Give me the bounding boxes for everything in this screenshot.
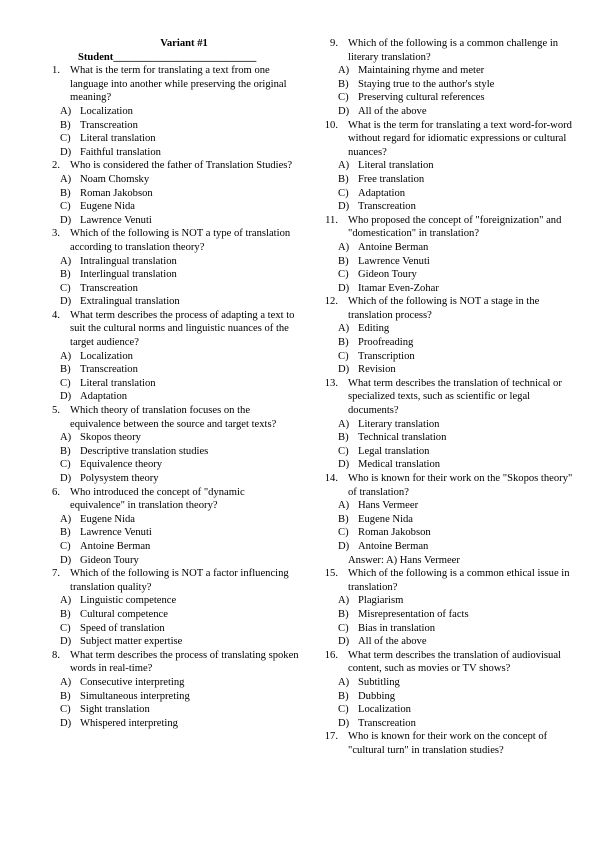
option-text: Subtitling <box>358 676 400 688</box>
answer-option <box>338 363 580 377</box>
option-text: Literal translation <box>358 160 434 172</box>
option-letter: C) <box>60 377 71 389</box>
question-text: Which of the following is NOT a type of translation according to translation theory? <box>70 228 291 253</box>
answer-options <box>318 159 580 213</box>
answer-option <box>338 200 580 214</box>
question-number: 3. <box>52 228 60 240</box>
option-text: Adaptation <box>358 187 406 199</box>
answer-option <box>60 608 302 622</box>
option-text: Noam Chomsky <box>80 173 150 185</box>
answer-option <box>60 363 302 377</box>
option-text: Adaptation <box>80 391 128 403</box>
answer-option <box>60 132 302 146</box>
answer-option <box>338 78 580 92</box>
option-letter: D) <box>338 364 350 376</box>
student-name-line: Student___________________________ <box>78 51 257 63</box>
question-text: Which of the following is NOT a stage in the translation process? <box>348 296 540 321</box>
question <box>40 404 302 431</box>
option-text: Itamar Even-Zohar <box>358 282 439 294</box>
option-text: Transcreation <box>80 364 138 376</box>
answer-option <box>60 554 302 568</box>
question-number: 8. <box>52 649 60 661</box>
option-letter: D) <box>60 214 72 226</box>
answer-option <box>338 350 580 364</box>
option-text: Linguistic competence <box>80 595 177 607</box>
option-letter: B) <box>338 690 349 702</box>
option-text: Skopos theory <box>80 432 141 444</box>
answer-option <box>60 594 302 608</box>
option-letter: A) <box>338 323 350 335</box>
answer-option <box>338 622 580 636</box>
option-letter: C) <box>338 622 349 634</box>
answer-option <box>338 282 580 296</box>
question-block <box>40 486 302 568</box>
option-letter: D) <box>338 105 350 117</box>
answer-option <box>338 159 580 173</box>
question-block <box>40 227 302 309</box>
option-text: Transcreation <box>358 201 416 213</box>
option-text: Literary translation <box>358 418 440 430</box>
option-letter: A) <box>60 255 72 267</box>
option-letter: C) <box>60 704 71 716</box>
question <box>318 377 580 418</box>
question-text: Which of the following is a common ethical issue in translation? <box>348 568 570 593</box>
question-text: Who is considered the father of Translation Studies? <box>70 160 293 172</box>
option-letter: A) <box>60 173 72 185</box>
question <box>318 567 580 594</box>
answer-option <box>338 458 580 472</box>
right-column <box>318 37 580 757</box>
option-text: Simultaneous interpreting <box>80 690 190 702</box>
answer-option <box>338 431 580 445</box>
option-letter: D) <box>60 554 72 566</box>
answer-option <box>338 336 580 350</box>
option-text: Cultural competence <box>80 608 168 620</box>
option-letter: B) <box>60 690 71 702</box>
question-block <box>40 404 302 486</box>
option-letter: D) <box>60 146 72 158</box>
question <box>318 214 580 241</box>
answer-option <box>60 350 302 364</box>
question-block <box>318 214 580 296</box>
option-letter: A) <box>60 432 72 444</box>
answer-option <box>60 703 302 717</box>
question <box>40 309 302 350</box>
option-text: Revision <box>358 364 396 376</box>
option-text: Bias in translation <box>358 622 436 634</box>
question-text: Who introduced the concept of "dynamic equivalence" in translation theory? <box>70 486 245 512</box>
question-text: What term describes the translation of technical or specialized texts, such as scientific or legal documents? <box>348 377 562 417</box>
option-text: Free translation <box>358 173 425 185</box>
question <box>318 119 580 160</box>
option-letter: C) <box>338 92 349 104</box>
left-column <box>40 37 302 730</box>
answer-option <box>338 105 580 119</box>
question-number: 15. <box>324 568 338 580</box>
option-letter: D) <box>60 473 72 484</box>
option-letter: A) <box>338 500 350 512</box>
option-text: Eugene Nida <box>80 201 136 213</box>
answer-option <box>60 295 302 309</box>
option-letter: A) <box>338 676 350 688</box>
question-block <box>318 295 580 377</box>
answer-options <box>40 431 302 485</box>
option-text: Preserving cultural references <box>358 92 485 104</box>
question-number: 12. <box>324 296 338 308</box>
option-letter: B) <box>338 337 349 349</box>
question-number: 9. <box>330 38 338 49</box>
option-text: Technical translation <box>358 432 447 444</box>
option-letter: D) <box>60 717 72 729</box>
option-letter: D) <box>60 296 72 308</box>
answer-option <box>338 268 580 282</box>
answer-option <box>60 690 302 704</box>
question <box>318 295 580 322</box>
option-text: Gideon Toury <box>358 269 417 281</box>
answer-option <box>338 676 580 690</box>
answer-option <box>338 703 580 717</box>
answer-option <box>338 690 580 704</box>
question-text: What term describes the translation of audiovisual content, such as movies or TV shows? <box>348 649 561 675</box>
question-number: 5. <box>52 405 60 417</box>
option-text: Antoine Berman <box>358 540 429 552</box>
option-text: Antoine Berman <box>80 540 151 552</box>
option-letter: C) <box>338 350 349 362</box>
option-letter: A) <box>60 513 72 525</box>
option-letter: C) <box>60 201 71 213</box>
option-text: Whispered interpreting <box>80 717 178 729</box>
option-letter: A) <box>338 595 350 607</box>
answer-options <box>318 241 580 295</box>
question-text: What term describes the process of translating spoken words in real-time? <box>70 649 299 675</box>
option-letter: D) <box>338 459 350 471</box>
option-text: Maintaining rhyme and meter <box>358 65 485 77</box>
option-letter: B) <box>338 608 349 620</box>
answer-options <box>40 105 302 159</box>
option-letter: D) <box>338 636 350 648</box>
answer-options <box>40 594 302 648</box>
option-text: Faithful translation <box>80 146 161 158</box>
option-letter: B) <box>60 608 71 620</box>
option-letter: C) <box>338 704 349 716</box>
question <box>40 227 302 254</box>
option-text: Transcreation <box>358 717 416 729</box>
option-text: Lawrence Venuti <box>358 255 430 267</box>
variant-title: Variant #1 <box>160 38 208 49</box>
question-number: 11. <box>325 214 338 226</box>
answer-option <box>60 390 302 404</box>
answer-options <box>40 173 302 227</box>
option-text: Lawrence Venuti <box>80 527 152 539</box>
option-letter: B) <box>338 255 349 267</box>
option-letter: A) <box>338 65 350 77</box>
question-text: Which of the following is a common challenge in literary translation? <box>348 38 559 63</box>
option-text: Antoine Berman <box>358 241 429 253</box>
answer-option <box>60 119 302 133</box>
question-text: Which of the following is NOT a factor influencing translation quality? <box>70 568 289 593</box>
answer-option <box>60 622 302 636</box>
option-letter: D) <box>338 540 350 552</box>
answer-options <box>318 676 580 730</box>
question-text: Who proposed the concept of "foreignization" and "domestication" in translation? <box>348 214 562 240</box>
answer-option <box>338 594 580 608</box>
option-text: Speed of translation <box>80 622 165 634</box>
option-letter: D) <box>338 282 350 294</box>
option-letter: C) <box>338 527 349 539</box>
option-text: Eugene Nida <box>358 513 414 525</box>
question-number: 16. <box>324 649 338 661</box>
answer-option <box>338 499 580 513</box>
option-text: Localization <box>358 704 411 716</box>
answer-options <box>40 255 302 309</box>
answer-option <box>60 268 302 282</box>
option-letter: A) <box>60 105 72 117</box>
option-text: Extralingual translation <box>80 296 180 308</box>
answer-options <box>40 676 302 730</box>
answer-option <box>338 526 580 540</box>
option-letter: B) <box>338 78 349 90</box>
answer-option <box>60 105 302 119</box>
question-block <box>40 567 302 649</box>
question-text: What is the term for translating a text word-for-word without regard for idiomatic expressions or cultural nuances? <box>348 119 572 158</box>
question-block <box>318 567 580 649</box>
question-text: What term describes the process of adapting a text to suit the cultural norms and linguistic nuances of the target audience? <box>70 309 295 349</box>
answer-options <box>40 350 302 404</box>
question-number: 1. <box>52 65 60 77</box>
question-block <box>318 119 580 214</box>
answer-option <box>338 255 580 269</box>
answer-option <box>60 431 302 445</box>
answer-option <box>338 717 580 731</box>
option-text: Literal translation <box>80 377 156 389</box>
question-number: 14. <box>324 473 338 484</box>
question-block <box>318 472 580 567</box>
question <box>318 649 580 676</box>
option-letter: A) <box>60 350 72 362</box>
answer-option <box>338 322 580 336</box>
question-number: 17. <box>324 731 338 743</box>
option-text: Eugene Nida <box>80 513 136 525</box>
option-letter: B) <box>60 269 71 281</box>
answer-options <box>318 499 580 553</box>
option-text: Lawrence Venuti <box>80 214 152 226</box>
question-number: 7. <box>52 568 60 580</box>
option-letter: C) <box>60 133 71 145</box>
option-text: Interlingual translation <box>80 269 177 281</box>
answer-option <box>60 513 302 527</box>
option-letter: B) <box>60 364 71 376</box>
option-text: Transcreation <box>80 119 138 131</box>
option-text: Equivalence theory <box>80 459 163 471</box>
answer-option <box>338 418 580 432</box>
answer-option <box>60 377 302 391</box>
answer-option <box>338 187 580 201</box>
option-text: All of the above <box>358 105 427 117</box>
question-block <box>40 649 302 731</box>
question <box>40 64 302 105</box>
option-text: Literal translation <box>80 133 156 145</box>
option-text: Staying true to the author's style <box>358 78 495 90</box>
option-letter: D) <box>60 391 72 403</box>
option-letter: C) <box>60 540 71 552</box>
question-block <box>40 309 302 404</box>
option-letter: B) <box>338 513 349 525</box>
question <box>318 472 580 499</box>
option-text: Hans Vermeer <box>358 500 419 512</box>
question-text: Who is known for their work on the "Skopos theory" of translation? <box>348 473 573 498</box>
option-text: Roman Jakobson <box>358 527 431 539</box>
option-text: Medical translation <box>358 459 441 471</box>
option-letter: C) <box>60 282 71 294</box>
answer-option <box>338 173 580 187</box>
answer-options <box>318 322 580 376</box>
option-text: Proofreading <box>358 337 414 349</box>
option-letter: D) <box>338 201 350 213</box>
question <box>40 486 302 513</box>
question <box>40 649 302 676</box>
question-block <box>318 37 580 119</box>
answer-key: Answer: A) Hans Vermeer <box>348 554 460 566</box>
question <box>40 159 302 173</box>
question-number: 4. <box>52 309 60 321</box>
question-block <box>318 377 580 472</box>
option-letter: A) <box>60 595 72 607</box>
answer-option <box>338 635 580 649</box>
option-letter: A) <box>60 676 72 688</box>
question-block <box>318 730 580 757</box>
question-number: 6. <box>52 486 60 498</box>
answer-option <box>60 146 302 160</box>
option-letter: C) <box>60 459 71 471</box>
answer-option <box>338 513 580 527</box>
option-text: Intralingual translation <box>80 255 177 267</box>
question-number: 10. <box>324 119 338 131</box>
option-letter: A) <box>338 241 350 253</box>
option-text: Gideon Toury <box>80 554 139 566</box>
question <box>318 37 580 64</box>
option-text: Subject matter expertise <box>80 636 183 648</box>
answer-option <box>60 458 302 472</box>
option-letter: B) <box>60 527 71 539</box>
answer-option <box>60 472 302 486</box>
answer-option <box>338 540 580 554</box>
answer-option <box>338 241 580 255</box>
option-text: Localization <box>80 350 133 362</box>
answer-option <box>60 255 302 269</box>
option-text: Plagiarism <box>358 595 404 607</box>
option-text: All of the above <box>358 636 427 648</box>
option-text: Legal translation <box>358 445 430 457</box>
question-block <box>318 649 580 731</box>
answer-option <box>338 608 580 622</box>
option-letter: C) <box>60 622 71 634</box>
question-block <box>40 64 302 159</box>
answer-option <box>60 676 302 690</box>
option-letter: B) <box>338 432 349 444</box>
answer-option <box>60 540 302 554</box>
answer-option <box>60 635 302 649</box>
answer-option <box>60 717 302 731</box>
option-letter: B) <box>60 119 71 131</box>
option-letter: D) <box>60 636 72 648</box>
option-text: Consecutive interpreting <box>80 676 185 688</box>
question-number: 2. <box>52 160 60 172</box>
answer-options <box>40 513 302 567</box>
option-letter: B) <box>338 173 349 185</box>
option-text: Roman Jakobson <box>80 187 153 199</box>
option-letter: A) <box>338 160 350 172</box>
option-text: Editing <box>358 323 390 335</box>
option-text: Polysystem theory <box>80 473 159 484</box>
answer-option <box>60 214 302 228</box>
answer-options <box>318 418 580 472</box>
answer-option <box>60 200 302 214</box>
answer-option <box>338 64 580 78</box>
option-text: Misrepresentation of facts <box>358 608 469 620</box>
question <box>40 567 302 594</box>
answer-options <box>318 64 580 118</box>
question <box>318 730 580 757</box>
answer-options <box>318 594 580 648</box>
option-text: Sight translation <box>80 704 150 716</box>
answer-option <box>338 445 580 459</box>
option-letter: A) <box>338 418 350 430</box>
option-letter: C) <box>338 187 349 199</box>
option-text: Localization <box>80 105 133 117</box>
question-block <box>40 159 302 227</box>
answer-option <box>60 526 302 540</box>
option-text: Transcription <box>358 350 415 362</box>
option-letter: B) <box>60 187 71 199</box>
option-text: Dubbing <box>358 690 396 702</box>
question-text: Who is known for their work on the concept of "cultural turn" in translation studies? <box>348 731 548 756</box>
option-letter: B) <box>60 445 71 457</box>
question-text: Which theory of translation focuses on the equivalence between the source and target texts? <box>70 405 277 430</box>
question-number: 13. <box>324 377 338 389</box>
answer-option <box>60 187 302 201</box>
answer-option <box>60 282 302 296</box>
option-letter: C) <box>338 445 349 457</box>
option-letter: C) <box>338 269 349 281</box>
option-letter: D) <box>338 717 350 729</box>
answer-option <box>60 445 302 459</box>
option-text: Transcreation <box>80 282 138 294</box>
option-text: Descriptive translation studies <box>80 445 209 457</box>
answer-option <box>338 91 580 105</box>
answer-option <box>60 173 302 187</box>
question-text: What is the term for translating a text from one language into another while preserving the original meaning? <box>70 65 287 104</box>
